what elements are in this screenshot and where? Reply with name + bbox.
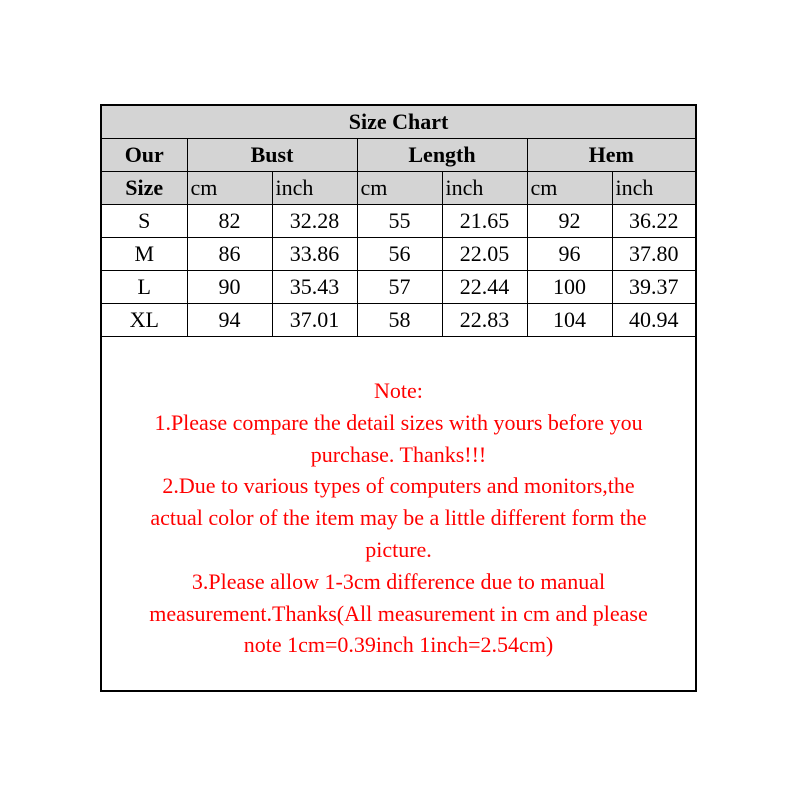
- bust-cm-cell: 86: [187, 238, 272, 271]
- hem-header: Hem: [527, 139, 695, 172]
- length-cm-cell: 57: [357, 271, 442, 304]
- size-cell: M: [102, 238, 187, 271]
- notes-section: [102, 337, 695, 661]
- size-cell: L: [102, 271, 187, 304]
- title-row: [102, 106, 695, 139]
- size-cell: S: [102, 205, 187, 238]
- size-chart: [100, 104, 697, 692]
- unit-header-row: [102, 172, 695, 205]
- length-inch-cell: 22.44: [442, 271, 527, 304]
- note-line: measurement.Thanks(All measurement in cm and please: [149, 600, 648, 626]
- bust-inch-cell: 33.86: [272, 238, 357, 271]
- bust-cm-cell: 82: [187, 205, 272, 238]
- table-row: [102, 271, 695, 304]
- length-cm-cell: 55: [357, 205, 442, 238]
- hem-cm-cell: 104: [527, 304, 612, 337]
- length-inch-cell: 21.65: [442, 205, 527, 238]
- table-row: [102, 205, 695, 238]
- note-line: note 1cm=0.39inch 1inch=2.54cm): [243, 632, 554, 658]
- our-size-header-bottom: Size: [102, 172, 187, 205]
- length-inch-cell: 22.05: [442, 238, 527, 271]
- our-size-header-top: Our: [102, 139, 187, 172]
- hem-cm-cell: 92: [527, 205, 612, 238]
- group-header-row: [102, 139, 695, 172]
- bust-inch-header: inch: [272, 172, 357, 205]
- note-line: 2.Due to various types of computers and monitors,the: [162, 473, 635, 499]
- table-row: [102, 238, 695, 271]
- hem-inch-cell: 40.94: [612, 304, 695, 337]
- size-table: [102, 106, 695, 337]
- hem-inch-cell: 36.22: [612, 205, 695, 238]
- length-cm-cell: 58: [357, 304, 442, 337]
- note-line: purchase. Thanks!!!: [310, 441, 487, 467]
- hem-cm-cell: 96: [527, 238, 612, 271]
- note-line: actual color of the item may be a little different form the: [150, 505, 647, 531]
- note-line: 3.Please allow 1-3cm difference due to manual: [191, 568, 606, 594]
- length-inch-header: inch: [442, 172, 527, 205]
- length-header: Length: [357, 139, 527, 172]
- chart-title: Size Chart: [102, 106, 695, 139]
- bust-cm-header: cm: [187, 172, 272, 205]
- note-heading: Note:: [374, 378, 423, 403]
- hem-inch-header: inch: [612, 172, 695, 205]
- bust-cm-cell: 94: [187, 304, 272, 337]
- bust-inch-cell: 37.01: [272, 304, 357, 337]
- hem-inch-cell: 37.80: [612, 238, 695, 271]
- bust-inch-cell: 32.28: [272, 205, 357, 238]
- bust-inch-cell: 35.43: [272, 271, 357, 304]
- length-cm-header: cm: [357, 172, 442, 205]
- length-cm-cell: 56: [357, 238, 442, 271]
- hem-cm-cell: 100: [527, 271, 612, 304]
- bust-header: Bust: [187, 139, 357, 172]
- bust-cm-cell: 90: [187, 271, 272, 304]
- note-line: picture.: [365, 536, 432, 562]
- note-line: 1.Please compare the detail sizes with yours before you: [154, 409, 643, 435]
- hem-cm-header: cm: [527, 172, 612, 205]
- table-row: [102, 304, 695, 337]
- length-inch-cell: 22.83: [442, 304, 527, 337]
- hem-inch-cell: 39.37: [612, 271, 695, 304]
- size-cell: XL: [102, 304, 187, 337]
